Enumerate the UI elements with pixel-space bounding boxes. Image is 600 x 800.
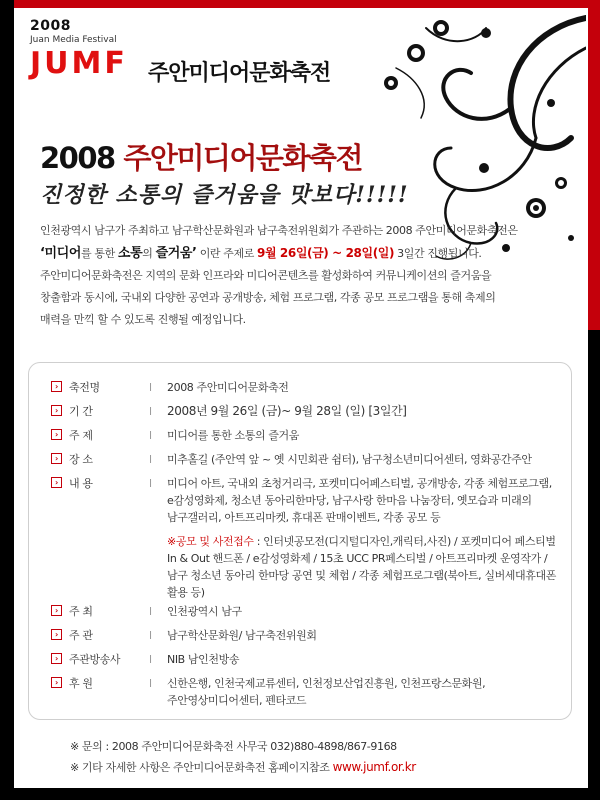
- festival-logo: [30, 18, 128, 79]
- intro-line: 주안미디어문화축전은 지역의 문화 인프라와 미디어콘텐츠를 활성화하여 커뮤니케이션의 즐거움을: [40, 269, 492, 282]
- arrow-bullet-icon: ›: [51, 677, 62, 688]
- arrow-bullet-icon: ›: [51, 629, 62, 640]
- title-year: 2008: [40, 141, 115, 175]
- arrow-bullet-icon: ›: [51, 405, 62, 416]
- arrow-bullet-icon: ›: [51, 605, 62, 616]
- contact-note: ※ 문의 : 2008 주안미디어문화축전 사무국 032)880-4898/867-9168: [70, 740, 397, 753]
- logo-title: 주안미디어문화축전: [148, 61, 331, 86]
- slogan: 진정한 소통의 즐거움을 맛보다!!!!!: [40, 182, 409, 208]
- intro-line: 창출함과 동시에, 국내외 다양한 공연과 공개방송, 체험 프로그램, 각종 공모 프로그램을 통해 축제의: [40, 291, 496, 304]
- page-title: [40, 136, 362, 177]
- info-box: › 축전명 l 2008 주안미디어문화축전 › 기 간 l 2008년 9월 26일 (금)~ 9월 28일 (일) [3일간] › 주 제 l 미디어를 통한 소통의 즐거움 › 장 소 l 미추홀길 (주안역 앞 ~ 옛 시민회관 쉼터), 남구청소년미디어센터, 영화공간주안 › 내 용 l 미디어 아트, 국내외 초청거리극, 포켓미디어페스티벌, 공개방송, 각종 체험프로그램, e감성영화제, 청소년 동아리한마당, 남구사랑 한마음 나눔장터, 옛모습과 미래의 남구갤러리, 아트프리마켓, 휴대폰 판매이벤트, 각종 공모 등 ※공모 및 사전접수 : 인터넷공모전(디지털디자인,캐릭터,사진) / 포켓미디어 페스티벌 In & Out 핸드폰 / e감성영화제 / 15초 UCC PR페스티벌 / 아트프리마켓 운영작가 / 남구 청소년 동아리 한마당 공연 및 체험 / 각종 체험프로그램(북아트, 실버세대휴대폰 활용 등) › 주 최 l 인천광역시 남구 › 주 관 l 남구학산문화원/ 남구축전위원회 › 주관방송사 l NIB 남인천방송 › 후 원 l 신한은행, 인천국제교류센터, 인천정보산업진흥원, 인천프랑스문화원, 주안영상미디어센터, 펜타코드: [28, 362, 572, 720]
- intro-line-theme: ‘미디어를 통한 소통의 즐거움’ 이란 주제로 9월 26일(금) ~ 28일(일) 3일간 진행됩니다.: [40, 246, 482, 261]
- right-red-band: [588, 0, 600, 330]
- homepage-link[interactable]: www.jumf.or.kr: [332, 760, 416, 774]
- intro-line: 매력을 만끽 할 수 있도록 진행될 예정입니다.: [40, 313, 246, 326]
- intro-paragraph: [40, 220, 580, 331]
- festival-dates: 9월 26일(금) ~ 28일(일): [257, 246, 395, 260]
- homepage-note: ※ 기타 자세한 사항은 주안미디어문화축전 홈페이지참조 www.jumf.or.kr: [70, 760, 416, 774]
- arrow-bullet-icon: ›: [51, 429, 62, 440]
- arrow-bullet-icon: ›: [51, 653, 62, 664]
- arrow-bullet-icon: ›: [51, 477, 62, 488]
- left-black-band: [0, 0, 14, 800]
- arrow-bullet-icon: ›: [51, 381, 62, 392]
- logo-year: 2008: [30, 18, 71, 34]
- arrow-bullet-icon: ›: [51, 453, 62, 464]
- title-text: 주안미디어문화축전: [123, 141, 362, 175]
- right-black-band: [588, 330, 600, 800]
- intro-line: 인천광역시 남구가 주최하고 남구학산문화원과 남구축전위원회가 주관하는 2008 주안미디어문화축전은: [40, 224, 518, 237]
- logo-subtitle: Juan Media Festival: [30, 35, 117, 45]
- top-red-band: [0, 0, 600, 8]
- logo-mark: JUMF: [30, 46, 128, 81]
